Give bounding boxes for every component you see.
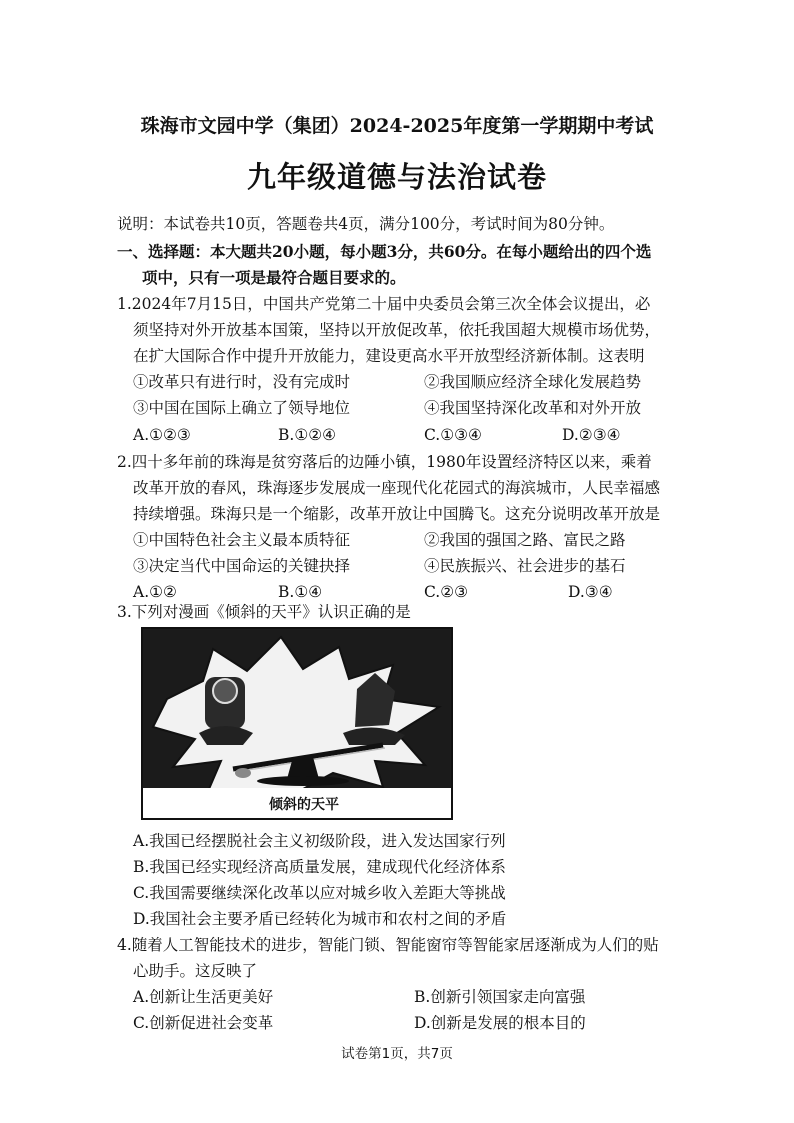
question-2-option-b[interactable]: B.①④ xyxy=(278,583,323,601)
section-heading-line2: 项中，只有一项是最符合题目要求的。 xyxy=(142,268,406,287)
question-3-option-c[interactable]: C.我国需要继续深化改革以应对城乡收入差距大等挑战 xyxy=(133,884,506,902)
question-4-option-a[interactable]: A.创新让生活更美好 xyxy=(133,988,274,1006)
question-1-statement-3: ③中国在国际上确立了领导地位 xyxy=(133,399,351,417)
subject-title: 九年级道德与法治试卷 xyxy=(246,160,547,194)
question-3-option-b[interactable]: B.我国已经实现经济高质量发展，建成现代化经济体系 xyxy=(133,858,506,876)
question-4-option-d[interactable]: D.创新是发展的根本目的 xyxy=(414,1014,586,1032)
question-2-statement-3: ③决定当代中国命运的关键抉择 xyxy=(133,557,351,575)
question-1-stem-line1: 1.2024年7月15日，中国共产党第二十届中央委员会第三次全体会议提出，必 xyxy=(117,295,651,313)
question-2-option-c[interactable]: C.②③ xyxy=(424,583,469,601)
tilted-scale-cartoon xyxy=(141,627,453,820)
cartoon-caption-bar xyxy=(143,788,451,818)
section-heading-line1: 一、选择题：本大题共20小题，每小题3分，共60分。在每小题给出的四个选 xyxy=(117,242,652,261)
question-1-stem-line3: 在扩大国际合作中提升开放能力，建设更高水平开放型经济新体制。这表明 xyxy=(133,347,645,365)
question-3-option-d[interactable]: D.我国社会主要矛盾已经转化为城市和农村之间的矛盾 xyxy=(133,910,507,928)
question-2-stem-line2: 改革开放的春风，珠海逐步发展成一座现代化花园式的海滨城市，人民幸福感 xyxy=(133,479,661,497)
question-2-statement-2: ②我国的强国之路、富民之路 xyxy=(424,531,626,549)
question-1-option-c[interactable]: C.①③④ xyxy=(424,426,482,444)
school-exam-title: 珠海市文园中学（集团）2024-2025年度第一学期期中考试 xyxy=(140,115,654,137)
question-1-option-d[interactable]: D.②③④ xyxy=(562,426,621,444)
question-1-option-b[interactable]: B.①②④ xyxy=(278,426,337,444)
question-1-stem-line2: 须坚持对外开放基本国策，坚持以开放促改革，依托我国超大规模市场优势， xyxy=(133,321,661,339)
question-2-option-d[interactable]: D.③④ xyxy=(568,583,613,601)
question-1-statement-1: ①改革只有进行时，没有完成时 xyxy=(133,373,351,391)
question-2-statement-4: ④民族振兴、社会进步的基石 xyxy=(424,557,626,575)
question-1-statement-4: ④我国坚持深化改革和对外开放 xyxy=(424,399,642,417)
question-1-statement-2: ②我国顺应经济全球化发展趋势 xyxy=(424,373,642,391)
question-3-stem: 3.下列对漫画《倾斜的天平》认识正确的是 xyxy=(117,603,411,621)
question-4-option-b[interactable]: B.创新引领国家走向富强 xyxy=(414,988,586,1006)
question-4-option-c[interactable]: C.创新促进社会变革 xyxy=(133,1014,274,1032)
exam-instructions: 说明：本试卷共10页，答题卷共4页，满分100分，考试时间为80分钟。 xyxy=(117,215,615,233)
question-4-stem-line1: 4.随着人工智能技术的进步，智能门锁、智能窗帘等智能家居逐渐成为人们的贴 xyxy=(117,936,659,954)
question-2-stem-line3: 持续增强。珠海只是一个缩影，改革开放让中国腾飞。这充分说明改革开放是 xyxy=(133,505,661,523)
cartoon-caption: 倾斜的天平 xyxy=(269,797,339,813)
question-1-option-a[interactable]: A.①②③ xyxy=(133,426,191,444)
question-2-option-a[interactable]: A.①② xyxy=(133,583,177,601)
question-2-stem-line1: 2.四十多年前的珠海是贫穷落后的边陲小镇，1980年设置经济特区以来，乘着 xyxy=(117,453,652,471)
page-footer: 试卷第1页，共7页 xyxy=(341,1046,453,1062)
question-2-statement-1: ①中国特色社会主义最本质特征 xyxy=(133,531,351,549)
question-3-option-a[interactable]: A.我国已经摆脱社会主义初级阶段，进入发达国家行列 xyxy=(133,832,506,850)
question-4-stem-line2: 心助手。这反映了 xyxy=(133,962,258,980)
